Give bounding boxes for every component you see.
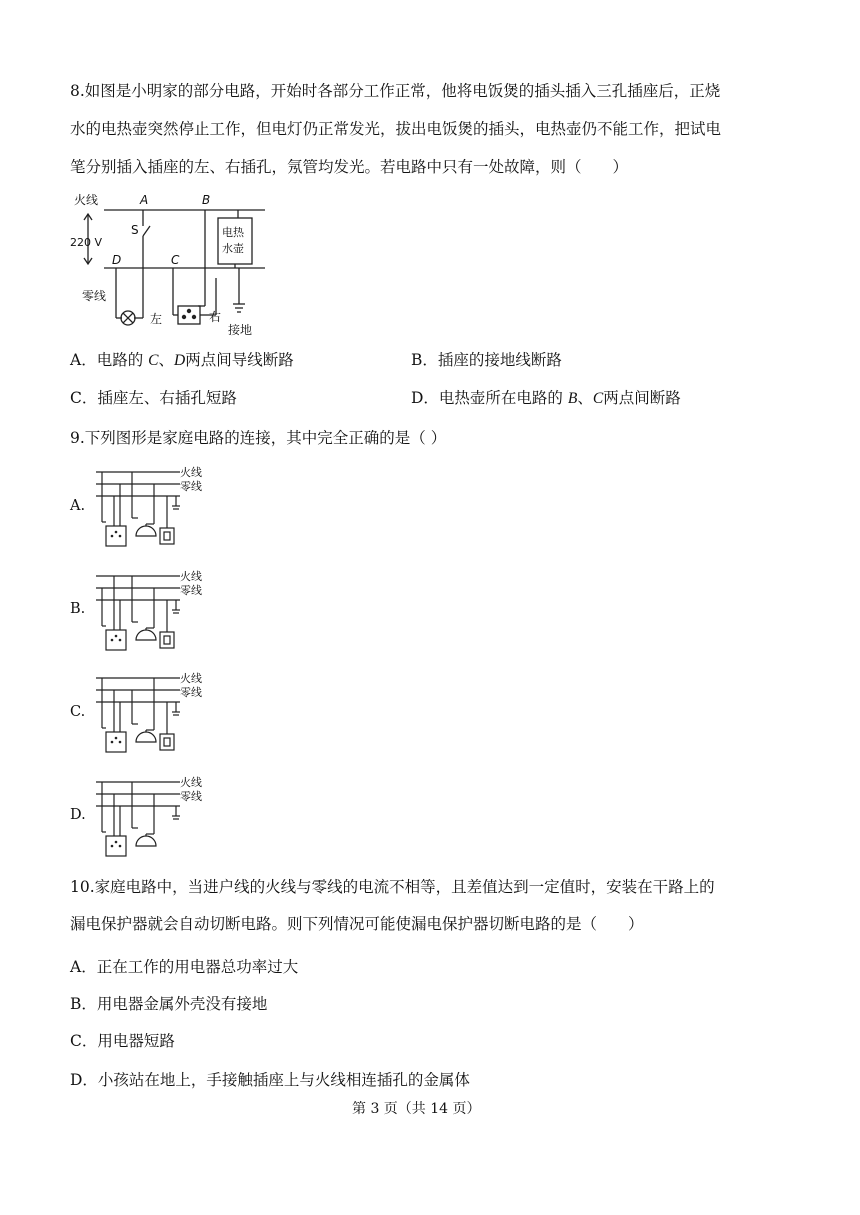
q9c-live-label: 火线 <box>180 672 202 685</box>
q9-label-a: A. <box>70 498 86 514</box>
q10-option-a: A．正在工作的用电器总功率过大 <box>70 958 299 976</box>
q9-diagram-c <box>92 668 217 760</box>
point-b-label: B <box>202 193 211 207</box>
q9c-neutral-label: 零线 <box>180 686 202 699</box>
q8-stem-line3: 笔分别插入插座的左、右插孔，氖管均发光。若电路中只有一处故障，则（ ） <box>70 158 629 176</box>
socket-right-label: 右 <box>209 310 222 324</box>
voltage-label: 220 V <box>70 236 103 249</box>
q10-option-c: C．用电器短路 <box>70 1032 175 1050</box>
q9d-live-label: 火线 <box>180 776 202 789</box>
q8-option-d: D．电热壶所在电路的 B、C两点间断路 <box>411 389 681 407</box>
q10-option-b: B．用电器金属外壳没有接地 <box>70 995 268 1013</box>
q8-option-c: C．插座左、右插孔短路 <box>70 389 237 407</box>
kettle-label-1: 电热 <box>222 226 244 239</box>
neutral-wire-label: 零线 <box>82 289 107 303</box>
q9-diagram-d <box>92 772 217 864</box>
ground-label: 接地 <box>228 323 253 337</box>
q10-stem-line1: 10.家庭电路中，当进户线的火线与零线的电流不相等，且差值达到一定值时，安装在干路上的 <box>70 878 715 896</box>
q9-label-b: B. <box>70 601 86 617</box>
q9-diagram-a <box>92 462 217 554</box>
q8-stem-line1: 8.如图是小明家的部分电路，开始时各部分工作正常，他将电饭煲的插头插入三孔插座后，正烧 <box>70 82 721 100</box>
q9-label-c: C. <box>70 704 86 720</box>
q9-stem: 9.下列图形是家庭电路的连接，其中完全正确的是（ ） <box>70 429 447 447</box>
q8-circuit-diagram <box>68 188 268 338</box>
socket-left-label: 左 <box>150 312 163 326</box>
q10-option-d: D．小孩站在地上，手接触插座上与火线相连插孔的金属体 <box>70 1071 470 1089</box>
q9a-neutral-label: 零线 <box>180 480 202 493</box>
q9b-live-label: 火线 <box>180 570 202 583</box>
switch-s-label: S <box>131 223 139 237</box>
q9-label-d: D. <box>70 807 86 823</box>
q8-option-b: B．插座的接地线断路 <box>411 351 562 369</box>
q10-stem-line2: 漏电保护器就会自动切断电路。则下列情况可能使漏电保护器切断电路的是（ ） <box>70 915 644 933</box>
point-c-label: C <box>171 253 180 267</box>
q8-option-a: A．电路的 C、D两点间导线断路 <box>70 351 294 369</box>
point-d-label: D <box>112 253 122 267</box>
kettle-label-2: 水壶 <box>222 242 244 255</box>
q9d-neutral-label: 零线 <box>180 790 202 803</box>
q8-stem-line2: 水的电热壶突然停止工作，但电灯仍正常发光，拔出电饭煲的插头，电热壶仍不能工作，把试电 <box>70 120 722 138</box>
q9a-live-label: 火线 <box>180 466 202 479</box>
point-a-label: A <box>140 193 149 207</box>
live-wire-label: 火线 <box>74 193 99 207</box>
q9-diagram-b <box>92 566 217 658</box>
q9b-neutral-label: 零线 <box>180 584 202 597</box>
page-footer: 第 3 页（共 14 页） <box>352 1101 481 1117</box>
